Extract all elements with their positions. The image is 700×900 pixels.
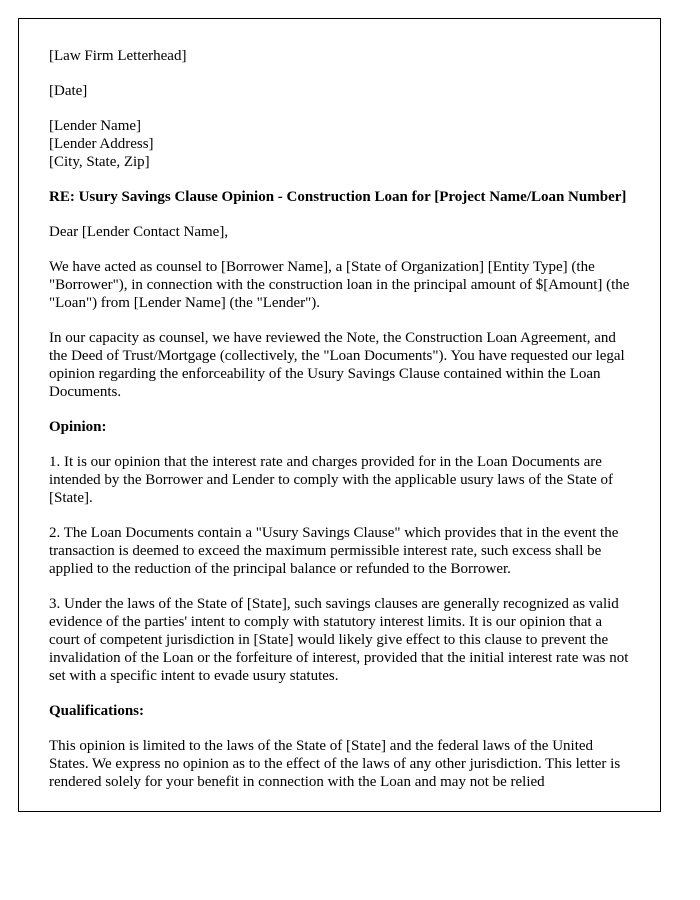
letterhead: [Law Firm Letterhead] (49, 48, 187, 64)
paragraph-qualifications: This opinion is limited to the laws of the State of [State] and the federal laws of the United States. We express no opinion as to the effect of the laws of any other jurisdiction. This letter is rendered solely for your benefit in connection with the Loan and may not be relied (49, 738, 621, 790)
paragraph-documents-reviewed: In our capacity as counsel, we have reviewed the Note, the Construction Loan Agreement, and the Deed of Trust/Mortgage (collectively, the "Loan Documents"). You have requested our legal opinion regarding the enforceability of the Usury Savings Clause contained within the Loan Documents. (49, 330, 625, 400)
recipient-city-line: [City, State, Zip] (49, 154, 150, 170)
opinion-item-2: 2. The Loan Documents contain a "Usury Savings Clause" which provides that in the event the transaction is deemed to exceed the maximum permissible interest rate, such excess shall be applied to the reduction of the principal balance or refunded to the Borrower. (49, 525, 619, 577)
opinion-item-3: 3. Under the laws of the State of [State], such savings clauses are generally recognized as valid evidence of the parties' intent to comply with statutory interest limits. It is our opinion that a court of competent jurisdiction in [State] would likely give effect to this clause to prevent the invalidation of the Loan or the forfeiture of interest, provided that the initial interest rate was not set with a specific intent to evade usury statutes. (49, 596, 629, 684)
opinion-item-1: 1. It is our opinion that the interest rate and charges provided for in the Loan Documents are intended by the Borrower and Lender to comply with the applicable usury laws of the State of [State]. (49, 454, 614, 506)
date-line: [Date] (49, 83, 88, 99)
recipient-name-line: [Lender Name] (49, 118, 142, 134)
subject-line: RE: Usury Savings Clause Opinion - Construction Loan for [Project Name/Loan Number] (49, 189, 627, 205)
qualifications-heading: Qualifications: (49, 703, 145, 719)
paragraph-engagement: We have acted as counsel to [Borrower Name], a [State of Organization] [Entity Type] (the "Borrower"), in connection with the construction loan in the principal amount of $[Amount] (the "Loan") from [Lender Name] (the "Lender"). (49, 259, 630, 311)
recipient-address (49, 117, 630, 171)
letter-page (18, 18, 661, 812)
opinion-heading: Opinion: (49, 419, 107, 435)
salutation: Dear [Lender Contact Name], (49, 224, 229, 240)
recipient-address-line: [Lender Address] (49, 136, 154, 152)
